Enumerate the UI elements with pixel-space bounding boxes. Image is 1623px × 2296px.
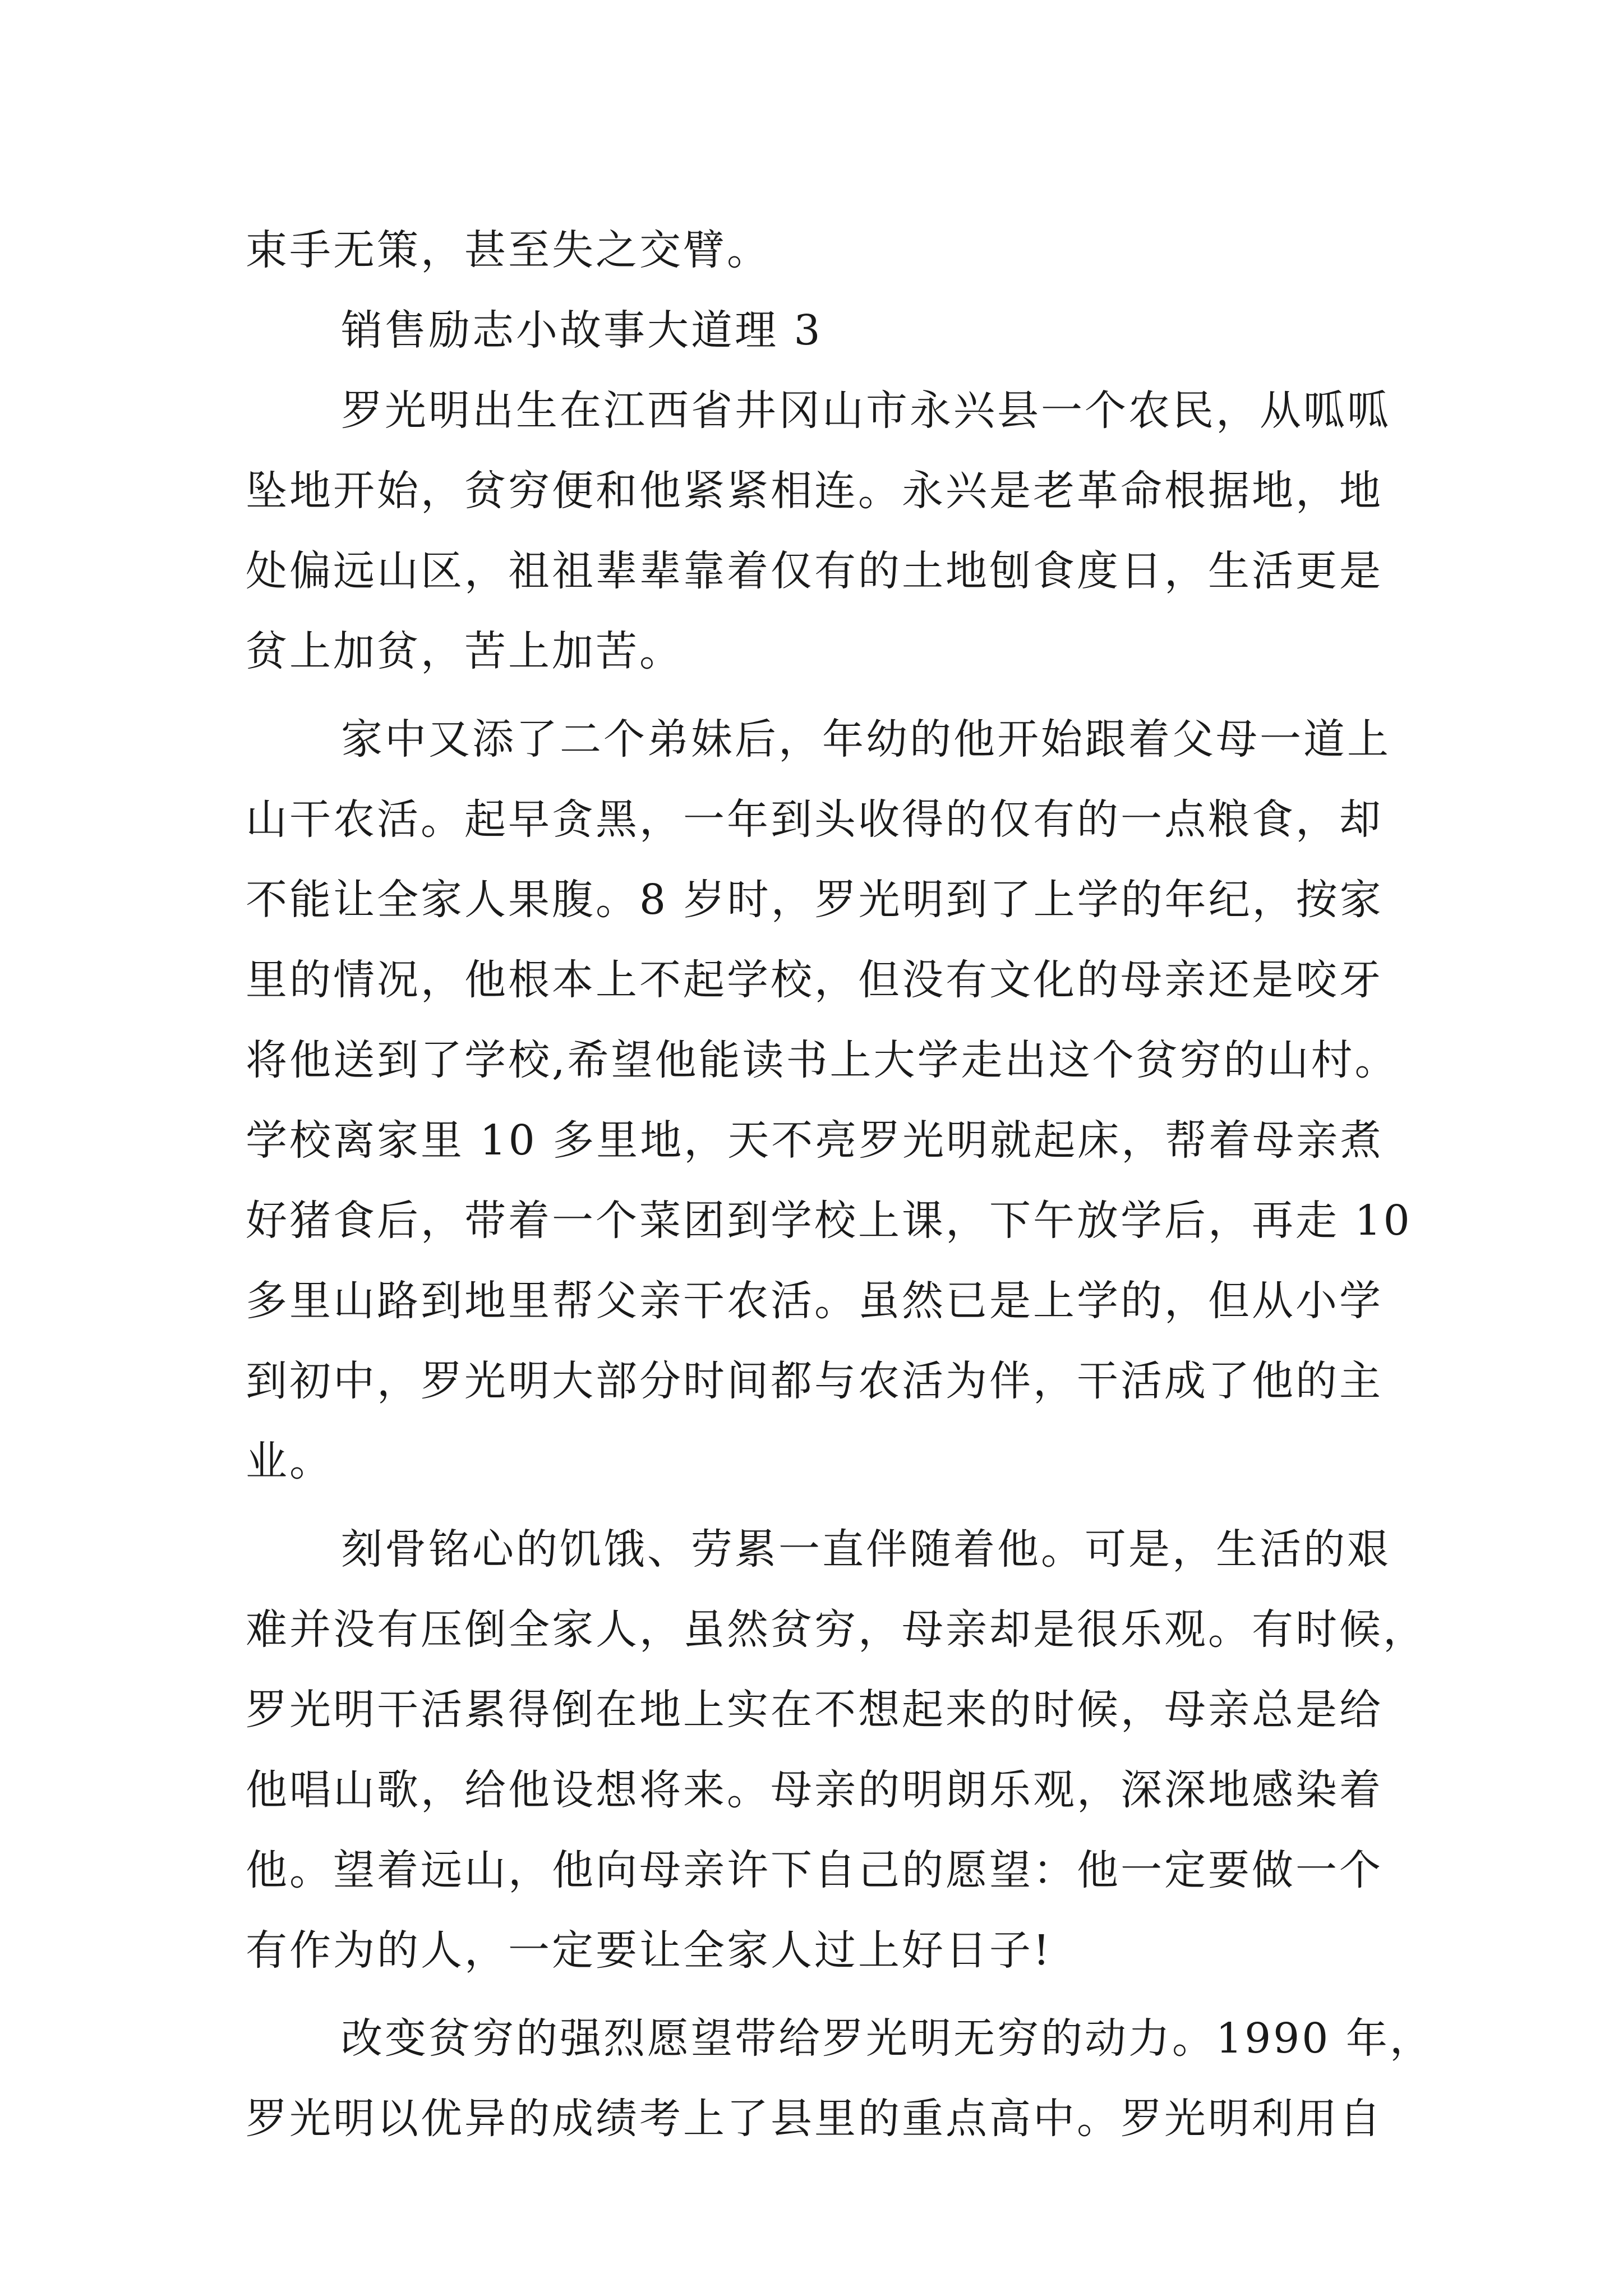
text-line: 罗光明干活累得倒在地上实在不想起来的时候，母亲总是给 [246, 1686, 1383, 1734]
text-line: 刻骨铭心的饥饿、劳累一直伴随着他。可是，生活的艰 [341, 1525, 1391, 1573]
text-line: 贫上加贫，苦上加苦。 [246, 627, 683, 675]
text-line: 处偏远山区，祖祖辈辈靠着仅有的土地刨食度日，生活更是 [246, 547, 1383, 595]
text-line: 学校离家里 10 多里地，天不亮罗光明就起床，帮着母亲煮 [246, 1116, 1384, 1165]
text-line: 到初中，罗光明大部分时间都与农活为伴，干活成了他的主 [246, 1357, 1383, 1405]
document-body [246, 210, 1433, 2159]
text-line: 家中又添了二个弟妹后，年幼的他开始跟着父母一道上 [341, 715, 1391, 763]
text-line: 他。望着远山，他向母亲许下自己的愿望：他一定要做一个 [246, 1846, 1383, 1894]
text-line: 里的情况，他根本上不起学校，但没有文化的母亲还是咬牙 [246, 956, 1383, 1004]
text-line: 将他送到了学校,希望他能读书上大学走出这个贫穷的山村。 [246, 1036, 1399, 1084]
text-line: 不能让全家人果腹。8 岁时，罗光明到了上学的年纪，按家 [246, 876, 1384, 924]
text-line: 他唱山歌，给他设想将来。母亲的明朗乐观，深深地感染着 [246, 1766, 1383, 1814]
text-line: 改变贫穷的强烈愿望带给罗光明无穷的动力。1990 年， [341, 2014, 1433, 2063]
text-line: 山干农活。起早贪黑，一年到头收得的仅有的一点粮食，却 [246, 795, 1383, 844]
text-line: 罗光明以优异的成绩考上了县里的重点高中。罗光明利用自 [246, 2095, 1383, 2143]
text-line: 多里山路到地里帮父亲干农活。虽然已是上学的，但从小学 [246, 1277, 1383, 1325]
text-line: 销售励志小故事大道理 3 [341, 306, 823, 355]
text-line: 好猪食后，带着一个菜团到学校上课，下午放学后，再走 10 [246, 1197, 1412, 1245]
text-line: 束手无策，甚至失之交臂。 [246, 226, 771, 274]
text-line: 罗光明出生在江西省井冈山市永兴县一个农民，从呱呱 [341, 386, 1391, 435]
text-line: 业。 [246, 1437, 333, 1485]
text-line: 难并没有压倒全家人，虽然贫穷，母亲却是很乐观。有时候， [246, 1605, 1427, 1654]
text-line: 有作为的人，一定要让全家人过上好日子! [246, 1926, 1052, 1975]
text-line: 坠地开始，贫穷便和他紧紧相连。永兴是老革命根据地，地 [246, 467, 1383, 515]
